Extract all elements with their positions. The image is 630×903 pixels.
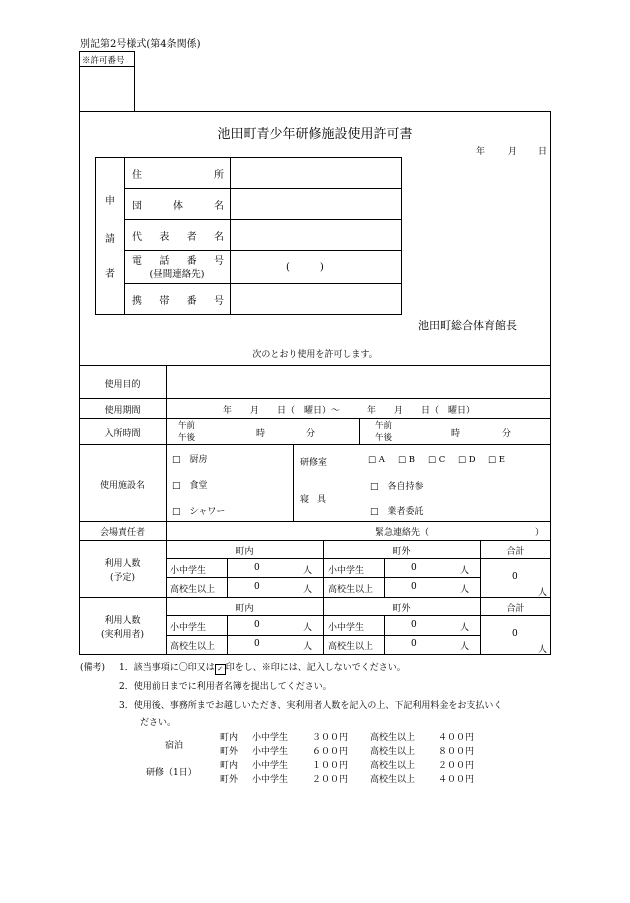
count-actual-unit-1b: 人 [460,623,470,633]
applicant-row-line [124,283,402,284]
grid-line [79,398,551,399]
grid-line [79,521,551,522]
facility-shower[interactable]: □ シャワー [172,507,226,517]
date-month: 月 [508,147,518,157]
entry-am-2[interactable]: 午前 [375,421,393,431]
count-actual-cat-1: 小中学生 [170,623,207,633]
grid-line [227,558,228,597]
applicant-side-1: 申 [105,196,115,207]
training-room-b[interactable]: □ B [398,455,415,465]
period-value[interactable]: 年 月 日（ 曜日）～ 年 月 日（ 曜日） [223,406,476,416]
grid-line [359,418,360,444]
count-actual-in-2[interactable]: 0 [254,639,260,649]
grid-line [166,635,480,636]
count-actual-cat-2b: 高校生以上 [328,642,374,652]
grid-line [166,558,551,559]
fee-row-2-cat2: 高校生以上 [370,747,416,757]
fee-stay-label: 宿泊 [165,741,184,751]
entry-hour-2: 時 [451,429,461,439]
entry-time-label: 入所時間 [104,429,141,439]
label-representative: 代 表 者 名 [132,232,224,243]
fee-row-4-price: ２００円 [312,775,349,785]
label-phone-sub: (昼間連絡先) [149,269,205,280]
applicant-side-2: 請 [105,234,115,245]
date-day: 日 [538,147,548,157]
count-planned-unit-2b: 人 [460,585,470,595]
fee-row-1-area: 町内 [220,733,239,743]
count-actual-unit-2: 人 [303,642,313,652]
count-planned-cat-1b: 小中学生 [328,566,365,576]
label-mobile: 携 帯 番 号 [132,296,224,307]
fee-row-3-price2: ２００円 [438,761,475,771]
count-actual-outside: 町外 [392,604,411,614]
facility-kitchen[interactable]: □ 厨房 [172,455,208,465]
applicant-side-3: 者 [105,269,115,280]
grid-line [79,444,551,445]
training-room-d[interactable]: □ D [458,455,476,465]
count-planned-inside: 町内 [235,547,254,557]
facilities-label: 使用施設名 [99,481,145,491]
phone-parenthesis: ( ) [286,262,324,273]
remark-2: 2．使用前日までに利用者名簿を提出してください。 [119,682,332,692]
count-planned-cat-2b: 高校生以上 [328,585,374,595]
permit-label-divider [79,66,135,67]
bedding-contractor[interactable]: □ 業者委託 [370,507,424,517]
fee-row-4-cat: 小中学生 [252,775,289,785]
remark-1: 1．該当事項に〇印又は ✓ 印をし、※印には、記入しないでください。 [119,663,406,673]
fee-row-1-cat: 小中学生 [252,733,289,743]
bedding-label: 寝具 [300,495,335,505]
count-planned-cat-1: 小中学生 [170,566,207,576]
fee-row-4-area: 町外 [220,775,239,785]
count-planned-in-1[interactable]: 0 [254,563,260,573]
purpose-label: 使用目的 [104,380,141,390]
fee-row-2-price: ６００円 [312,747,349,757]
remarks-heading: (備考) [80,663,106,673]
remark-3: 3．使用後、事務所までお越しいただき、実利用者人数を記入の上、下記利用料金をお支払いく [119,701,503,711]
count-planned-out-1[interactable]: 0 [411,563,417,573]
count-planned-total-unit: 人 [538,588,548,598]
remark-3-cont: ださい。 [140,718,177,728]
applicant-row-line [124,250,402,251]
count-actual-cat-1b: 小中学生 [328,623,365,633]
count-actual-sub: (実利用者) [100,630,145,640]
bedding-own[interactable]: □ 各自持参 [370,482,424,492]
fee-row-3-cat: 小中学生 [252,761,289,771]
count-planned-unit-2: 人 [303,585,313,595]
count-planned-unit-1: 人 [303,566,313,576]
label-group-name: 団 体 名 [132,201,224,212]
fee-row-4-cat2: 高校生以上 [370,775,416,785]
count-planned-label: 利用人数 [104,559,141,569]
grid-line [227,615,228,655]
manager-label: 会場責任者 [99,528,145,538]
entry-minute-2: 分 [502,429,512,439]
fee-row-1-price: ３００円 [312,733,349,743]
fee-row-3-price: １００円 [312,761,349,771]
purpose-field[interactable] [167,366,550,398]
fee-row-1-cat2: 高校生以上 [370,733,416,743]
count-actual-inside: 町内 [235,604,254,614]
count-actual-cat-2: 高校生以上 [170,642,216,652]
label-address: 住 所 [132,170,224,181]
permit-number-label: ※許可番号 [82,56,125,66]
entry-hour-1: 時 [256,429,266,439]
applicant-row-line [124,188,402,189]
fee-training-label: 研修（1日） [146,768,197,778]
grid-line [166,615,551,616]
count-actual-unit-1: 人 [303,623,313,633]
count-actual-unit-2b: 人 [460,642,470,652]
entry-pm-2[interactable]: 午後 [375,433,393,443]
entry-pm-1[interactable]: 午後 [178,433,196,443]
training-room-label: 研修室 [300,458,328,468]
date-year: 年 [476,147,486,157]
count-planned-sub: (予定) [109,573,136,583]
grid-line [293,444,294,521]
applicant-row-line [124,219,402,220]
period-label: 使用期間 [104,406,141,416]
issuer-name: 池田町総合体育館長 [418,319,517,332]
count-planned-cat-2: 高校生以上 [170,585,216,595]
fee-row-1-price2: ４００円 [438,733,475,743]
training-room-e[interactable]: □ E [488,455,505,465]
emergency-close: ） [535,528,545,538]
entry-minute-1: 分 [306,429,316,439]
count-actual-out-2[interactable]: 0 [411,639,417,649]
form-label: 別記第2号様式(第4条関係) [80,39,201,50]
fee-row-4-price2: ４００円 [438,775,475,785]
count-planned-in-2[interactable]: 0 [254,582,260,592]
fee-row-2-area: 町外 [220,747,239,757]
count-actual-in-1[interactable]: 0 [254,620,260,630]
count-actual-total-label: 合計 [506,604,525,614]
fee-row-3-cat2: 高校生以上 [370,761,416,771]
grid-line [384,615,385,655]
grid-line [384,558,385,597]
label-phone: 電 話 番 号 [132,256,224,267]
count-actual-total-unit: 人 [538,645,548,655]
count-planned-total-label: 合計 [506,547,525,557]
grid-line [79,418,551,419]
count-planned-out-2[interactable]: 0 [411,582,417,592]
applicant-side-divider [124,157,125,315]
checkmark-box-icon: ✓ [215,664,226,675]
count-planned-unit-1b: 人 [460,566,470,576]
grid-line [166,577,480,578]
fee-row-2-cat: 小中学生 [252,747,289,757]
document-title: 池田町青少年研修施設使用許可書 [217,127,413,142]
training-room-a[interactable]: □ A [368,455,385,465]
permission-statement: 次のとおり使用を許可します。 [252,350,378,360]
fee-row-2-price2: ８００円 [438,747,475,757]
applicant-label-divider [230,157,231,315]
count-actual-total[interactable]: 0 [512,629,518,639]
permit-number-box[interactable] [79,51,135,112]
count-planned-outside: 町外 [392,547,411,557]
training-room-c[interactable]: □ C [428,455,446,465]
emergency-contact[interactable]: 緊急連絡先（ [375,528,430,538]
count-planned-total[interactable]: 0 [512,572,518,582]
facility-dining[interactable]: □ 食堂 [172,481,208,491]
count-actual-out-1[interactable]: 0 [411,620,417,630]
fee-row-3-area: 町内 [220,761,239,771]
entry-am-1[interactable]: 午前 [178,421,196,431]
count-actual-label: 利用人数 [104,616,141,626]
